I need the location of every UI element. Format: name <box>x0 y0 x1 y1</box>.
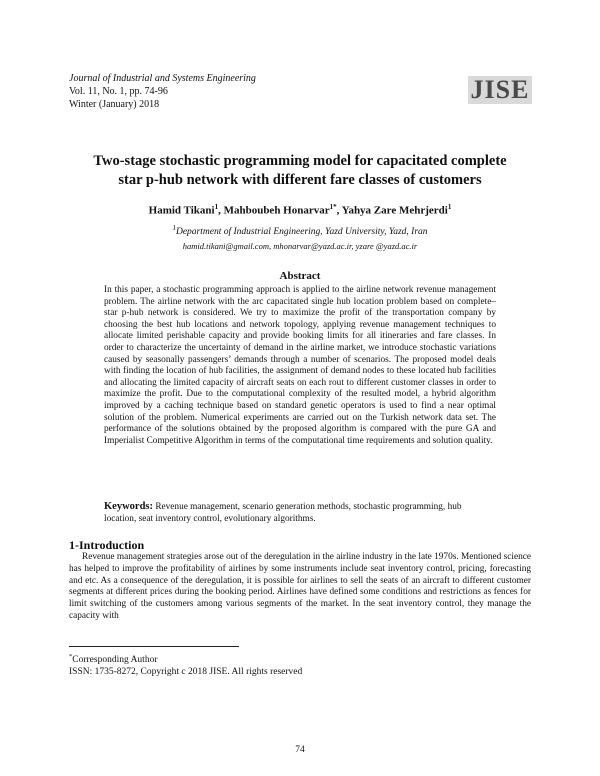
paper-title <box>60 152 540 190</box>
keywords <box>104 501 496 525</box>
journal-name: Journal of Industrial and Systems Engineering <box>69 73 256 84</box>
title-line-2: star p-hub network with different fare classes of customers <box>118 172 482 188</box>
author-mark: 1* <box>329 203 337 211</box>
author-separator: , <box>218 204 224 217</box>
footnote <box>69 651 302 678</box>
journal-volume: Vol. 11, No. 1, pp. 74-96 <box>69 86 168 97</box>
affiliation-mark: 1 <box>172 224 176 232</box>
section-heading: 1-Introduction <box>69 538 145 552</box>
footnote-divider <box>69 646 239 647</box>
keywords-text: Revenue management, scenario generation methods, stochastic programming, hub location, seat inventory control, evolutionary algorithms. <box>104 502 462 524</box>
author-name: Mahboubeh Honarvar <box>223 204 330 217</box>
author-mark: 1 <box>447 203 452 211</box>
footnote-mark: * <box>69 653 73 660</box>
journal-issue-date: Winter (January) 2018 <box>69 99 160 110</box>
author-name: Hamid Tikani <box>148 204 215 217</box>
corresponding-author-note: Corresponding Author <box>72 655 158 666</box>
keywords-label: Keywords: <box>104 501 153 512</box>
introduction-text: Revenue management strategies arose out of the deregulation in the airline industry in the late 1970s. Mentioned science has helped to improve the profitability of airlines by some instruments include seat inventory control, pricing, forecasting and etc. As a consequence of the deregulation, it is possible for airlines to sell the seats of an aircraft to different customer segments at different prices during the booking period. Airlines have defined some conditions and restrictions as fences for limit switching of the customers among various segments of the market. In the seat inventory control, they manage the capacity with <box>69 552 531 621</box>
author-separator: , <box>336 204 342 217</box>
author-emails: hamid.tikani@gmail.com, mhonarvar@yazd.ac.ir, yzare @yazd.ac.ir <box>182 241 418 251</box>
title-line-1: Two-stage stochastic programming model for capacitated complete <box>93 153 507 169</box>
affiliation-text: Department of Industrial Engineering, Yazd University, Yazd, Iran <box>175 227 428 238</box>
author-list <box>60 203 540 217</box>
abstract-text: In this paper, a stochastic programming approach is applied to the airline network revenue management problem. The airline network with the arc capacitated single hub location problem based on complete–star p-hub network is considered. We try to maximize the profit of the transportation company by choosing the best hub locations and network topology, applying revenue management techniques to allocate limited perishable capacity and provide booking limits for all itineraries and fare classes. In order to characterize the uncertainty of demand in the airline market, we introduce stochastic variations caused by seasonally passengers’ demands through a number of scenarios. The proposed model deals with finding the location of hub facilities, the assignment of demand nodes to these located hub facilities and allocating the limited capacity of aircraft seats on each rout to different customer classes in order to maximize the profit. Due to the computational complexity of the resulted model, a hybrid algorithm improved by a caching technique based on standard genetic operators is used to find a near optimal solution of the problem. Numerical experiments are carried out on the Turkish network data set. The performance of the solutions obtained by the proposed algorithm is compared with the pure GA and Imperialist Competitive Algorithm in terms of the computational time requirements and solution quality. <box>104 285 496 446</box>
author-name: Yahya Zare Mehrjerdi <box>341 204 448 217</box>
page-number: 74 <box>295 745 305 755</box>
affiliation <box>60 224 540 237</box>
issn-copyright: ISSN: 1735-8272, Copyright c 2018 JISE. All rights reserved <box>69 667 303 678</box>
abstract-heading: Abstract <box>279 270 321 282</box>
jise-logo: JISE <box>468 76 532 104</box>
author-mark: 1 <box>214 203 219 211</box>
journal-info <box>69 72 256 111</box>
